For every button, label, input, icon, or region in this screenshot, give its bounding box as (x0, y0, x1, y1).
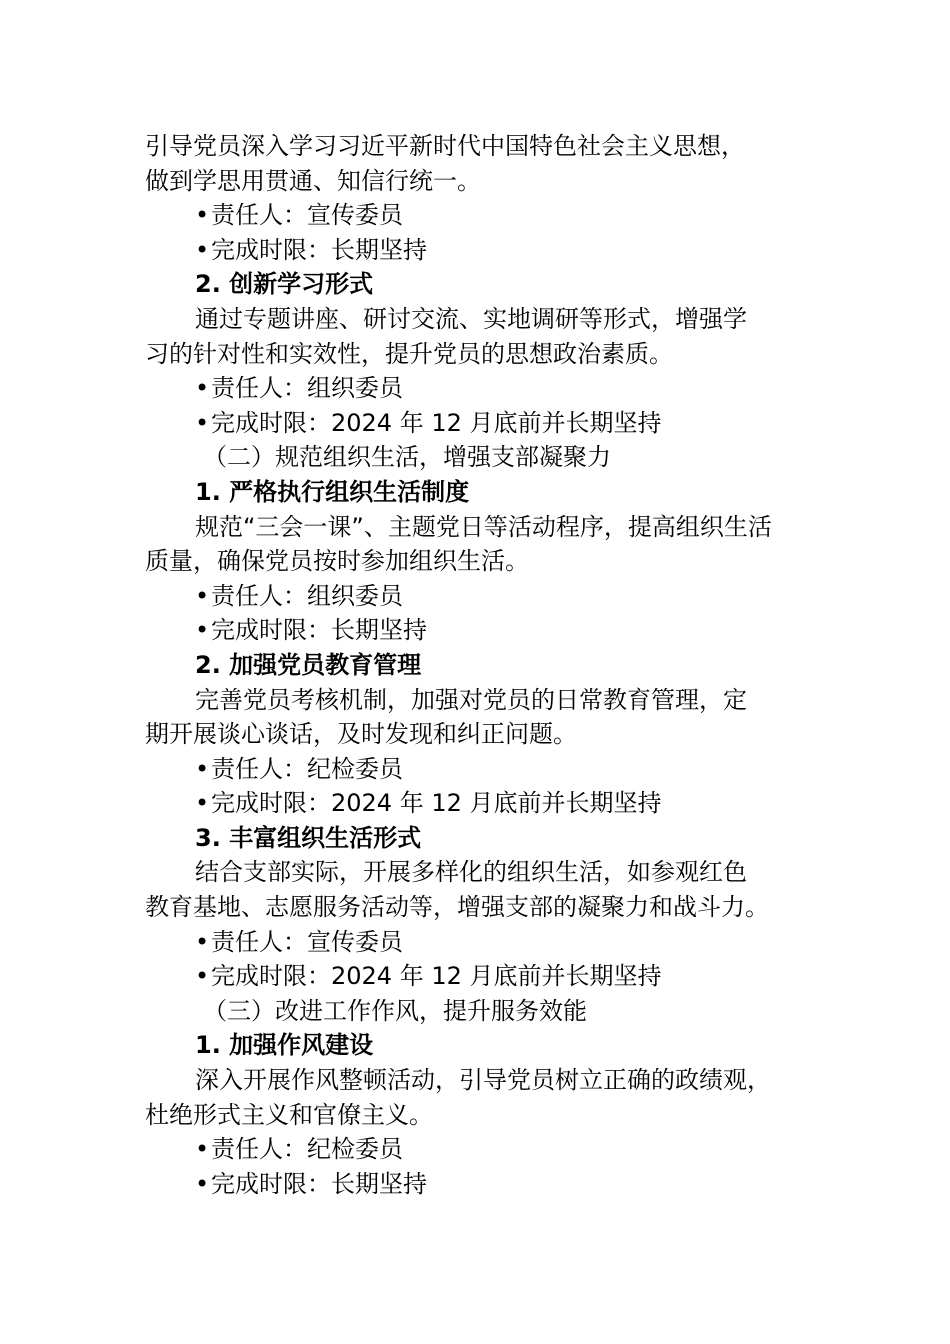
paragraph-continuation: 习的针对性和实效性，提升党员的思想政治素质。 (145, 339, 673, 368)
bullet-text: 完成时限：2024 年 12 月底前并长期坚持 (211, 408, 662, 437)
paragraph-line: 深入开展作风整顿活动，引导党员树立正确的政绩观， (195, 1066, 771, 1095)
subsection-heading: 1. 加强作风建设 (195, 1031, 374, 1060)
bullet-text: 责任人：纪检委员 (211, 1135, 403, 1164)
bullet-dot-icon: • (195, 962, 210, 991)
bullet-dot-icon: • (195, 616, 210, 645)
bullet-dot-icon: • (195, 201, 210, 230)
bullet-dot-icon: • (195, 408, 210, 437)
paragraph-line: 通过专题讲座、研讨交流、实地调研等形式，增强学 (195, 304, 747, 333)
bullet-dot-icon: • (195, 235, 210, 264)
bullet-text: 完成时限：长期坚持 (211, 616, 427, 645)
bullet-dot-icon: • (195, 374, 210, 403)
paragraph-continuation: 质量，确保党员按时参加组织生活。 (145, 547, 529, 576)
bullet-item (145, 613, 835, 648)
paragraph-continuation: 杜绝形式主义和官僚主义。 (145, 1100, 433, 1129)
bullet-item (145, 1167, 835, 1202)
bullet-text: 责任人：组织委员 (211, 374, 403, 403)
subsection-heading: 1. 严格执行组织生活制度 (195, 477, 470, 506)
paragraph-continuation: 做到学思用贯通、知信行统一。 (145, 166, 481, 195)
bullet-item (145, 925, 835, 960)
paragraph-continuation: 教育基地、志愿服务活动等，增强支部的凝聚力和战斗力。 (145, 893, 769, 922)
bullet-item (145, 406, 835, 441)
bullet-text: 责任人：宣传委员 (211, 201, 403, 230)
bullet-item (145, 752, 835, 787)
bullet-dot-icon: • (195, 754, 210, 783)
paragraph-line: 完善党员考核机制，加强对党员的日常教育管理，定 (195, 685, 747, 714)
bullet-text: 完成时限：2024 年 12 月底前并长期坚持 (211, 789, 662, 818)
bullet-dot-icon: • (195, 927, 210, 956)
bullet-item (145, 959, 835, 994)
subsection-heading: 2. 加强党员教育管理 (195, 650, 422, 679)
bullet-item (145, 371, 835, 406)
document-page (145, 129, 835, 1201)
bullet-dot-icon: • (195, 1135, 210, 1164)
bullet-text: 责任人：宣传委员 (211, 927, 403, 956)
subsection-heading: 3. 丰富组织生活形式 (195, 823, 422, 852)
bullet-text: 责任人：纪检委员 (211, 754, 403, 783)
section-heading: （三）改进工作作风，提升服务效能 (203, 996, 587, 1025)
bullet-text: 完成时限：长期坚持 (211, 1169, 427, 1198)
bullet-text: 完成时限：2024 年 12 月底前并长期坚持 (211, 962, 662, 991)
paragraph-continuation: 引导党员深入学习习近平新时代中国特色社会主义思想， (145, 132, 745, 160)
bullet-item (145, 1132, 835, 1167)
bullet-dot-icon: • (195, 1169, 210, 1198)
bullet-item (145, 233, 835, 268)
bullet-dot-icon: • (195, 581, 210, 610)
section-heading: （二）规范组织生活，增强支部凝聚力 (203, 443, 611, 472)
paragraph-line: 规范“三会一课”、主题党日等活动程序，提高组织生活 (195, 512, 772, 541)
bullet-item (145, 786, 835, 821)
subsection-heading: 2. 创新学习形式 (195, 270, 374, 299)
bullet-text: 责任人：组织委员 (211, 581, 403, 610)
bullet-item (145, 579, 835, 614)
bullet-dot-icon: • (195, 789, 210, 818)
bullet-text: 完成时限：长期坚持 (211, 235, 427, 264)
paragraph-line: 结合支部实际，开展多样化的组织生活，如参观红色 (195, 858, 747, 887)
paragraph-continuation: 期开展谈心谈话，及时发现和纠正问题。 (145, 720, 577, 749)
bullet-item (145, 198, 835, 233)
